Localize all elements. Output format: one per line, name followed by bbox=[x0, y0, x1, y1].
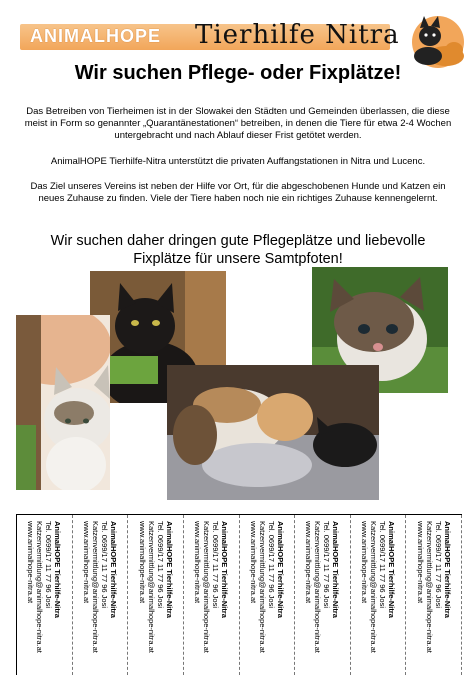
tear-off-tab[interactable] bbox=[72, 515, 128, 675]
tear-off-tab[interactable] bbox=[127, 515, 183, 675]
tab-web: www.animalhope-nitra.at bbox=[193, 521, 203, 604]
tab-contact bbox=[249, 521, 285, 653]
brand-name: ANIMALHOPE bbox=[30, 26, 161, 46]
tear-off-tab[interactable] bbox=[239, 515, 295, 675]
tab-contact bbox=[26, 521, 62, 653]
tab-web: www.animalhope-nitra.at bbox=[304, 521, 314, 604]
photo-woman-with-kitten bbox=[16, 315, 110, 490]
tab-phone: Tel. 0699/17 11 77 96 Josi bbox=[322, 521, 332, 609]
tab-contact bbox=[193, 521, 229, 653]
tab-phone: Tel. 0699/17 11 77 96 Josi bbox=[44, 521, 54, 609]
tab-org-name: AnimalHOPE Tierhilfe-Nitra bbox=[331, 521, 341, 618]
goal-paragraph: Das Ziel unseres Vereins ist neben der Hilfe vor Ort, für die abgeschobenen Hunde und Katzen ein neues Zuhause zu finden. Viele der Tiere haben noch nie ein richtiges Zuhause kennengelernt. bbox=[30, 181, 446, 204]
tab-email: Katzenvermittlung@animalhope-nitra.at bbox=[313, 521, 323, 653]
tab-web: www.animalhope-nitra.at bbox=[360, 521, 370, 604]
tab-phone: Tel. 0699/17 11 77 96 Josi bbox=[378, 521, 388, 609]
tab-contact bbox=[304, 521, 340, 653]
tab-org-name: AnimalHOPE Tierhilfe-Nitra bbox=[442, 521, 452, 618]
tab-email: Katzenvermittlung@animalhope-nitra.at bbox=[369, 521, 379, 653]
intro-paragraph: Das Betreiben von Tierheimen ist in der Slowakei den Städten und Gemeinden überlassen, die diese meist in Form so genannter „Quarantänestationen“ betreiben, in denen die Tiere für etwa 2-4 Wochen untergebracht und nach Ablauf dieser Frist getötet werden. bbox=[24, 106, 452, 141]
tab-contact bbox=[360, 521, 396, 653]
tab-org-name: AnimalHOPE Tierhilfe-Nitra bbox=[164, 521, 174, 618]
tear-off-tab[interactable] bbox=[405, 515, 462, 675]
tab-email: Katzenvermittlung@animalhope-nitra.at bbox=[35, 521, 45, 653]
tear-off-strip bbox=[16, 514, 462, 675]
tab-email: Katzenvermittlung@animalhope-nitra.at bbox=[424, 521, 434, 653]
tab-email: Katzenvermittlung@animalhope-nitra.at bbox=[257, 521, 267, 653]
tab-contact bbox=[416, 521, 452, 653]
tab-email: Katzenvermittlung@animalhope-nitra.at bbox=[202, 521, 212, 653]
tab-org-name: AnimalHOPE Tierhilfe-Nitra bbox=[220, 521, 230, 618]
header-banner bbox=[20, 14, 440, 54]
tab-web: www.animalhope-nitra.at bbox=[248, 521, 258, 604]
tab-org-name: AnimalHOPE Tierhilfe-Nitra bbox=[108, 521, 118, 618]
tab-web: www.animalhope-nitra.at bbox=[415, 521, 425, 604]
tab-web: www.animalhope-nitra.at bbox=[26, 521, 36, 604]
tear-off-tab[interactable] bbox=[16, 515, 72, 675]
tear-off-tab[interactable] bbox=[350, 515, 406, 675]
tab-org-name: AnimalHOPE Tierhilfe-Nitra bbox=[387, 521, 397, 618]
tear-off-tab[interactable] bbox=[294, 515, 350, 675]
tab-phone: Tel. 0699/17 11 77 96 Josi bbox=[99, 521, 109, 609]
tear-off-tab[interactable] bbox=[183, 515, 239, 675]
tab-org-name: AnimalHOPE Tierhilfe-Nitra bbox=[275, 521, 285, 618]
tab-web: www.animalhope-nitra.at bbox=[137, 521, 147, 604]
tab-email: Katzenvermittlung@animalhope-nitra.at bbox=[90, 521, 100, 653]
tab-web: www.animalhope-nitra.at bbox=[81, 521, 91, 604]
tab-contact bbox=[82, 521, 118, 653]
tab-org-name: AnimalHOPE Tierhilfe-Nitra bbox=[53, 521, 63, 618]
tab-phone: Tel. 0699/17 11 77 96 Josi bbox=[433, 521, 443, 609]
support-paragraph: AnimalHOPE Tierhilfe-Nitra unterstützt die privaten Auffangstationen in Nitra und Lucenc. bbox=[50, 156, 426, 167]
tab-phone: Tel. 0699/17 11 77 96 Josi bbox=[155, 521, 165, 609]
tab-email: Katzenvermittlung@animalhope-nitra.at bbox=[146, 521, 156, 653]
tab-contact bbox=[138, 521, 174, 653]
page-title: Wir suchen Pflege- oder Fixplätze! bbox=[74, 62, 402, 84]
call-to-action: Wir suchen daher dringen gute Pflegeplätze und liebevolle Fixplätze für unsere Samtpfoten! bbox=[50, 233, 426, 267]
tab-phone: Tel. 0699/17 11 77 96 Josi bbox=[211, 521, 221, 609]
brand-subtitle: Tierhilfe Nitra bbox=[195, 20, 400, 50]
tab-phone: Tel. 0699/17 11 77 96 Josi bbox=[266, 521, 276, 609]
photo-cats-sleeping bbox=[167, 365, 379, 500]
